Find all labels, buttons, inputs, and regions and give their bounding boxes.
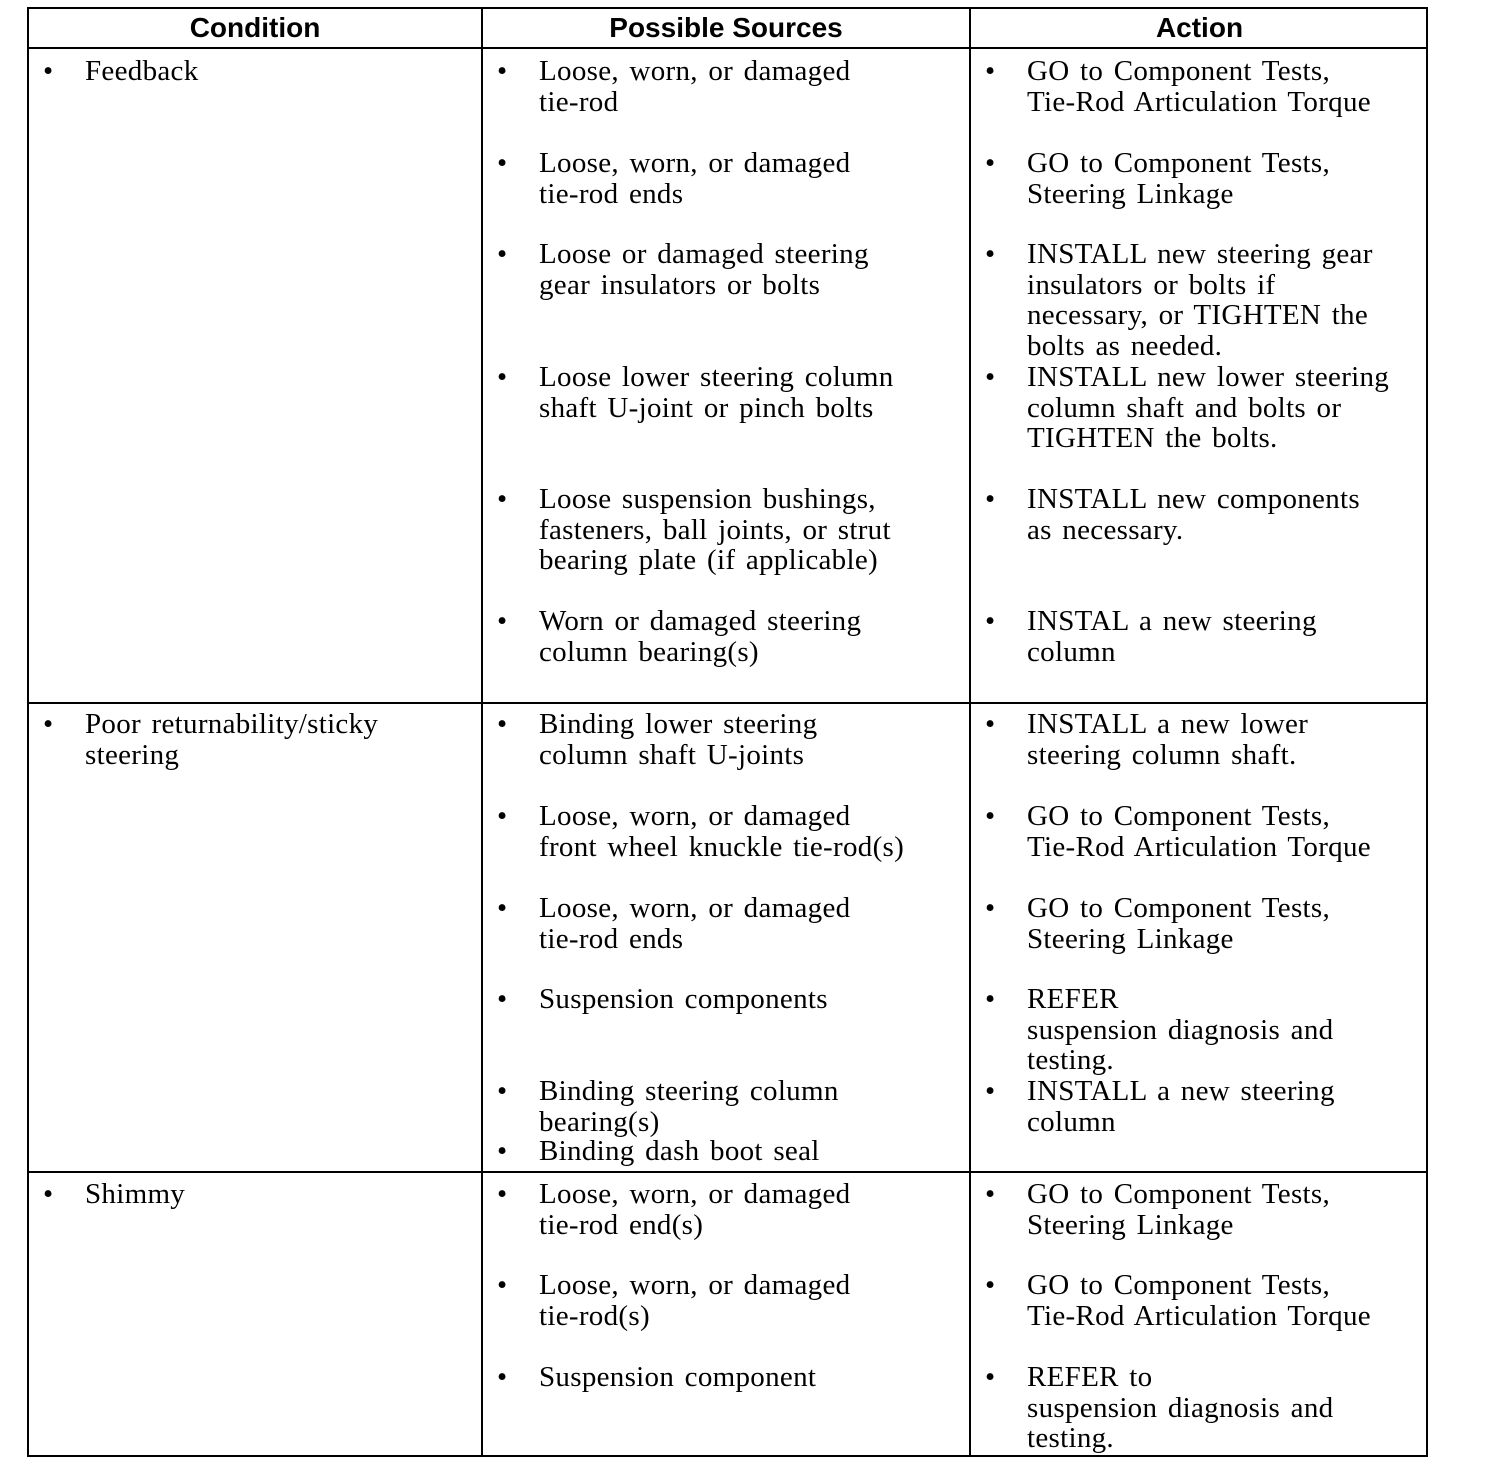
action-text: INSTALL a new lower steering column shaft.: [1027, 708, 1309, 771]
source-text: Suspension components: [539, 983, 828, 1015]
bullet: •: [985, 1075, 996, 1107]
action-text: INSTALL new components as necessary.: [1027, 483, 1360, 546]
bullet: •: [497, 983, 508, 1015]
bullet: •: [497, 483, 508, 515]
source-text: Loose, worn, or damaged tie-rod end(s): [539, 1178, 851, 1241]
action-text: GO to Component Tests, Steering Linkage: [1027, 1178, 1331, 1241]
bullet: •: [497, 147, 508, 179]
action-text: REFER to suspension diagnosis and testing.: [1027, 1361, 1334, 1454]
bullet: •: [985, 1361, 996, 1393]
bullet: •: [497, 238, 508, 270]
bullet: •: [985, 55, 996, 87]
source-text: Worn or damaged steering column bearing(s): [539, 605, 862, 668]
bullet: •: [497, 708, 508, 740]
source-text: Loose, worn, or damaged tie-rod ends: [539, 892, 851, 955]
bullet: •: [985, 800, 996, 832]
action-text: INSTAL a new steering column: [1027, 605, 1317, 668]
bullet: •: [43, 1178, 54, 1210]
source-text: Loose or damaged steering gear insulators or bolts: [539, 238, 869, 301]
bullet: •: [497, 892, 508, 924]
action-text: INSTALL new lower steering column shaft and bolts or TIGHTEN the bolts.: [1027, 361, 1390, 454]
source-text: Loose, worn, or damaged tie-rod(s): [539, 1269, 851, 1332]
bullet: •: [497, 361, 508, 393]
action-text: REFER suspension diagnosis and testing.: [1027, 983, 1334, 1076]
source-text: Suspension component: [539, 1361, 817, 1393]
bullet: •: [497, 605, 508, 637]
bullet: •: [497, 1269, 508, 1301]
bullet: •: [497, 1135, 508, 1167]
bullet: •: [985, 708, 996, 740]
action-text: GO to Component Tests, Steering Linkage: [1027, 147, 1331, 210]
action-text: GO to Component Tests, Tie-Rod Articulation Torque: [1027, 800, 1371, 863]
condition-text: Poor returnability/sticky steering: [85, 708, 379, 771]
bullet: •: [497, 1178, 508, 1210]
bullet: •: [497, 55, 508, 87]
source-text: Loose, worn, or damaged tie-rod: [539, 55, 851, 118]
bullet: •: [985, 983, 996, 1015]
source-text: Binding steering column bearing(s): [539, 1075, 839, 1138]
action-text: GO to Component Tests, Tie-Rod Articulation Torque: [1027, 55, 1371, 118]
header-condition: Condition: [29, 9, 481, 49]
bullet: •: [985, 361, 996, 393]
source-item: [483, 1362, 969, 1393]
bullet: •: [985, 238, 996, 270]
source-text: Loose lower steering column shaft U-joint or pinch bolts: [539, 361, 894, 424]
bullet: •: [497, 800, 508, 832]
bullet: •: [497, 1361, 508, 1393]
action-item: [971, 1179, 1428, 1240]
source-text: Binding dash boot seal: [539, 1135, 820, 1167]
bullet: •: [497, 1075, 508, 1107]
action-item: [971, 1270, 1428, 1331]
bullet: •: [985, 1178, 996, 1210]
diagnosis-table: [27, 7, 1428, 1457]
source-text: Loose, worn, or damaged front wheel knuckle tie-rod(s): [539, 800, 905, 863]
header-action: Action: [971, 9, 1428, 49]
action-text: INSTALL new steering gear insulators or bolts if necessary, or TIGHTEN the bolts as needed.: [1027, 238, 1373, 362]
source-text: Loose suspension bushings, fasteners, ball joints, or strut bearing plate (if applicable): [539, 483, 891, 576]
source-text: Binding lower steering column shaft U-joints: [539, 708, 818, 771]
condition-item: [29, 1179, 525, 1210]
source-item: [483, 1270, 969, 1331]
action-text: INSTALL a new steering column: [1027, 1075, 1335, 1138]
bullet: •: [985, 605, 996, 637]
bullet: •: [985, 147, 996, 179]
source-text: Loose, worn, or damaged tie-rod ends: [539, 147, 851, 210]
action-text: GO to Component Tests, Steering Linkage: [1027, 892, 1331, 955]
sources-cell: [483, 9, 969, 1455]
action-text: GO to Component Tests, Tie-Rod Articulation Torque: [1027, 1269, 1371, 1332]
table-row: [29, 9, 1426, 1455]
condition-text: Feedback: [85, 55, 199, 87]
bullet: •: [985, 1269, 996, 1301]
actions-cell: [971, 9, 1428, 1455]
bullet: •: [985, 892, 996, 924]
bullet: •: [985, 483, 996, 515]
bullet: •: [43, 55, 54, 87]
source-item: [483, 1179, 969, 1240]
condition-text: Shimmy: [85, 1178, 186, 1210]
action-item: [971, 1362, 1428, 1454]
header-possible-sources: Possible Sources: [483, 9, 969, 49]
bullet: •: [43, 708, 54, 740]
